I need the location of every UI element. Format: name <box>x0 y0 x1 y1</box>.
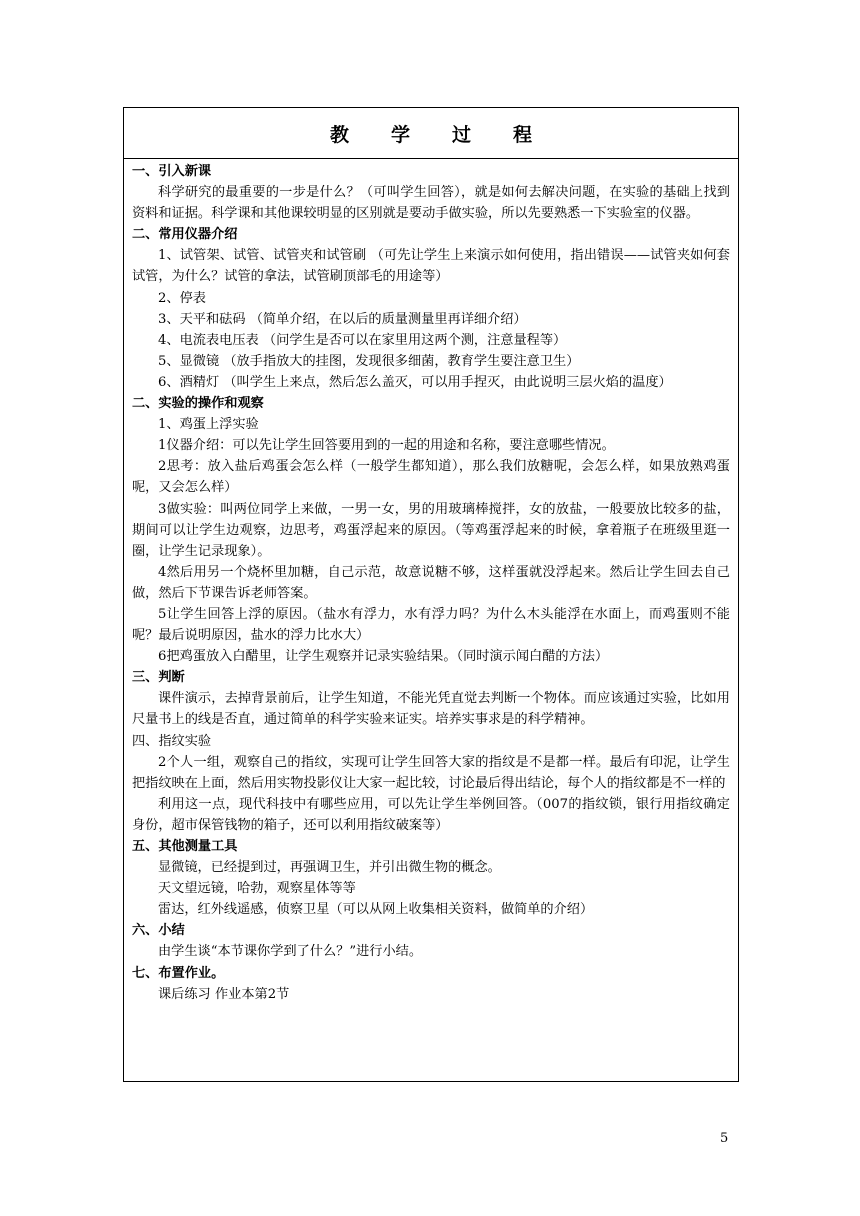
section-heading: 一、引入新课 <box>132 164 212 179</box>
paragraph: 1仪器介绍：可以先让学生回答要用到的一起的用途和名称，要注意哪些情况。 <box>158 438 615 454</box>
section-heading: 二、实验的操作和观察 <box>132 396 264 412</box>
list-item: 6、酒精灯 （叫学生上来点，然后怎么盖灭，可以用手捏灭，由此说明三层火焰的温度） <box>158 374 672 390</box>
section-heading: 二、常用仪器介绍 <box>132 227 238 243</box>
list-item: 4、电流表电压表 （问学生是否可以在家里用这两个测，注意量程等） <box>158 332 567 348</box>
paragraph: 雷达，红外线遥感，侦察卫星（可以从网上收集相关资料，做简单的介绍） <box>158 902 594 918</box>
page-number: 5 <box>720 1131 729 1146</box>
title-row <box>124 108 738 159</box>
paragraph: 天文望远镜，哈勃，观察星体等等 <box>158 881 356 897</box>
sub-heading: 1、鸡蛋上浮实验 <box>158 417 259 433</box>
page-title: 教学过程 <box>329 123 574 146</box>
paragraph: 4然后用另一个烧杯里加糖，自己示范，故意说糖不够，这样蛋就没浮起来。然后让学生回去自己做，然后下节课告诉老师答案。 <box>132 564 730 601</box>
section-heading: 五、其他测量工具 <box>132 839 238 854</box>
paragraph: 6把鸡蛋放入白醋里，让学生观察并记录实验结果。（同时演示闻白醋的方法） <box>158 649 609 665</box>
paragraph: 2思考：放入盐后鸡蛋会怎么样（一般学生都知道），那么我们放糖呢，会怎么样，如果放熟鸡蛋呢，又会怎么样） <box>132 459 730 496</box>
paragraph: 由学生谈“本节课你学到了什么？”进行小结。 <box>158 944 423 960</box>
section-heading: 七、布置作业。 <box>132 965 225 981</box>
section-heading: 三、判断 <box>132 670 185 686</box>
paragraph: 3做实验：叫两位同学上来做，一男一女，男的用玻璃棒搅拌，女的放盐，一般要放比较多的盐，期间可以让学生边观察，边思考，鸡蛋浮起来的原因。（等鸡蛋浮起来的时候，拿着瓶子在班级里逛一圈，让学生记录现象）。 <box>132 501 730 559</box>
lesson-table <box>123 107 739 1082</box>
section-heading: 六、小结 <box>132 923 185 939</box>
paragraph: 显微镜，已经提到过，再强调卫生，并引出微生物的概念。 <box>158 860 501 876</box>
list-item: 5、显微镜 （放手指放大的挂图，发现很多细菌，教育学生要注意卫生） <box>158 353 580 369</box>
paragraph: 科学研究的最重要的一步是什么？（可叫学生回答），就是如何去解决问题，在实验的基础上找到资料和证据。科学课和其他课较明显的区别就是要动手做实验，所以先要熟悉一下实验室的仪器。 <box>132 185 730 222</box>
paragraph: 5让学生回答上浮的原因。（盐水有浮力，水有浮力吗？为什么木头能浮在水面上，而鸡蛋则不能呢？最后说明原因，盐水的浮力比水大） <box>132 606 730 644</box>
paragraph: 利用这一点，现代科技中有哪些应用，可以先让学生举例回答。（007的指纹锁，银行用指纹确定身份，超市保管钱物的箱子，还可以利用指纹破案等） <box>132 796 730 833</box>
list-item: 3、天平和砝码 （简单介绍，在以后的质量测量里再详细介绍） <box>158 311 527 327</box>
paragraph: 2个人一组，观察自己的指纹，实现可让学生回答大家的指纹是不是都一样。最后有印泥，让学生把指纹映在上面，然后用实物投影仪让大家一起比较，讨论最后得出结论，每个人的指纹都是不一样的 <box>132 754 730 791</box>
lesson-content <box>124 159 738 1005</box>
section-heading: 四、指纹实验 <box>132 733 212 749</box>
list-item: 1、试管架、试管、试管夹和试管刷 （可先让学生上来演示如何使用，指出错误——试管夹如何套试管，为什么？试管的拿法，试管刷顶部毛的用途等） <box>132 248 730 285</box>
list-item: 2、停表 <box>158 290 206 306</box>
paragraph: 课后练习 作业本第2节 <box>158 986 290 1002</box>
paragraph: 课件演示，去掉背景前后，让学生知道，不能光凭直觉去判断一个物体。而应该通过实验，比如用尺量书上的线是否直，通过简单的科学实验来证实。培养实事求是的科学精神。 <box>132 691 730 728</box>
